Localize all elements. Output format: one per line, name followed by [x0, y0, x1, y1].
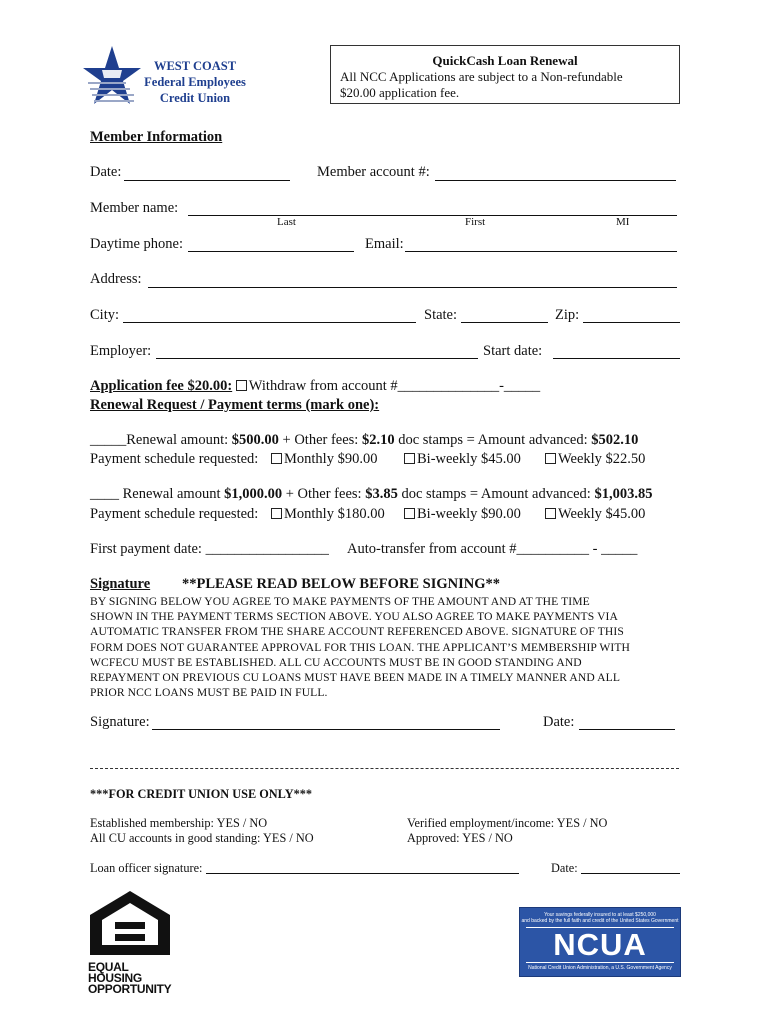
ncua-insurance-badge — [519, 907, 681, 977]
option2-monthly-label: Monthly $180.00 — [284, 506, 385, 522]
zip-field[interactable] — [583, 322, 680, 323]
eho-line-1: EQUAL HOUSING — [88, 960, 142, 985]
agreement-line: REPAYMENT ON PREVIOUS CU LOANS MUST HAVE BEEN MADE IN A TIMELY MANNER AND ALL — [90, 671, 621, 685]
cu-use-heading: ***FOR CREDIT UNION USE ONLY*** — [90, 787, 313, 801]
option1-schedule-label: Payment schedule requested: — [90, 451, 259, 467]
email-field[interactable] — [405, 251, 677, 252]
phone-label: Daytime phone: — [90, 236, 184, 252]
renewal-option-500[interactable] — [90, 432, 638, 449]
date-field[interactable] — [124, 180, 290, 181]
option1-mid2: doc stamps = Amount advanced: — [394, 432, 592, 448]
application-fee-label: Application fee $20.00: — [90, 378, 233, 394]
state-field[interactable] — [461, 322, 548, 323]
withdraw-checkbox[interactable] — [236, 380, 247, 391]
option2-mid2: doc stamps = Amount advanced: — [397, 486, 595, 502]
approved-status: Approved: YES / NO — [407, 831, 513, 845]
logo-line-2: Federal Employees — [144, 75, 246, 89]
loan-officer-label: Loan officer signature: — [90, 861, 203, 875]
address-field[interactable] — [148, 287, 677, 288]
ncua-top-line-1: Your savings federally insured to at least $250,000 — [544, 912, 656, 918]
loan-officer-signature-field[interactable] — [206, 873, 519, 874]
signature-field[interactable] — [152, 729, 500, 730]
city-label: City: — [90, 307, 120, 323]
address-label: Address: — [90, 271, 142, 287]
agreement-line: FORM DOES NOT GUARANTEE APPROVAL FOR THIS LOAN. THE APPLICANT’S MEMBERSHIP WITH — [90, 640, 630, 654]
employer-label: Employer: — [90, 343, 152, 359]
read-before-signing-notice: **PLEASE READ BELOW BEFORE SIGNING** — [182, 576, 500, 592]
renewal-heading: Renewal Request / Payment terms (mark one): — [90, 397, 380, 413]
option1-biweekly[interactable] — [404, 451, 521, 468]
accounts-good-standing: All CU accounts in good standing: YES / NO — [90, 831, 314, 845]
signature-label: Signature: — [90, 714, 150, 730]
agreement-line: SHOWN IN THE PAYMENT TERMS SECTION ABOVE. YOU ALSO AGREE TO MAKE PAYMENTS VIA — [90, 610, 618, 624]
checkbox[interactable] — [271, 453, 282, 464]
signature-heading: Signature — [90, 576, 151, 592]
option1-monthly-label: Monthly $90.00 — [284, 451, 378, 467]
fee-notice-line-2: $20.00 application fee. — [340, 85, 460, 100]
checkbox[interactable] — [545, 453, 556, 464]
checkbox[interactable] — [404, 453, 415, 464]
name-last-caption: Last — [277, 216, 296, 228]
option1-mid: + Other fees: — [278, 432, 362, 448]
option2-weekly[interactable] — [545, 506, 645, 523]
option1-monthly[interactable] — [271, 451, 377, 468]
option2-amount: $1,000.00 — [224, 486, 283, 502]
application-fee-row — [90, 378, 540, 395]
agreement-line: BY SIGNING BELOW YOU AGREE TO MAKE PAYMENTS OF THE AMOUNT AND AT THE TIME — [90, 595, 590, 608]
name-mi-caption: MI — [616, 216, 630, 228]
option2-prefix: ____ Renewal amount — [90, 486, 225, 502]
option1-amount: $500.00 — [231, 432, 279, 448]
cu-date-field[interactable] — [581, 873, 680, 874]
checkbox[interactable] — [271, 508, 282, 519]
member-info-heading: Member Information — [90, 129, 223, 145]
option2-schedule-label: Payment schedule requested: — [90, 506, 259, 522]
signature-date-field[interactable] — [579, 729, 675, 730]
first-payment-date[interactable]: First payment date: _________________ — [90, 541, 329, 557]
withdraw-label: Withdraw from account #______________-_____ — [248, 378, 541, 394]
name-first-caption: First — [465, 216, 486, 228]
checkbox[interactable] — [404, 508, 415, 519]
city-field[interactable] — [123, 322, 416, 323]
date-label: Date: — [90, 164, 122, 180]
option2-mid: + Other fees: — [282, 486, 366, 502]
agreement-line: AUTOMATIC TRANSFER FROM THE SHARE ACCOUNT REFERENCED ABOVE. SIGNATURE OF THIS — [90, 625, 624, 639]
ncua-divider — [526, 962, 674, 963]
option2-monthly[interactable] — [271, 506, 385, 523]
equal-housing-logo — [88, 889, 172, 995]
option2-advanced: $1,003.85 — [594, 486, 653, 502]
auto-transfer-account[interactable]: Auto-transfer from account #__________ - _____ — [347, 541, 638, 557]
fee-notice-box — [330, 45, 680, 104]
option1-biweekly-label: Bi-weekly $45.00 — [417, 451, 521, 467]
start-date-label: Start date: — [483, 343, 543, 359]
ncua-logo-text: NCUA — [553, 927, 647, 962]
account-label: Member account #: — [317, 164, 430, 180]
cut-line-divider — [90, 768, 679, 769]
verified-employment: Verified employment/income: YES / NO — [407, 816, 608, 830]
form-title: QuickCash Loan Renewal — [432, 53, 578, 68]
ncua-top-line-2: and backed by the full faith and credit of the United States Government — [521, 918, 679, 924]
cu-date-label: Date: — [551, 861, 578, 875]
option2-biweekly-label: Bi-weekly $90.00 — [417, 506, 521, 522]
checkbox[interactable] — [545, 508, 556, 519]
logo-line-3: Credit Union — [159, 91, 231, 105]
email-label: Email: — [365, 236, 404, 252]
state-label: State: — [424, 307, 458, 323]
employer-field[interactable] — [156, 358, 478, 359]
ncua-bottom-line: National Credit Union Administration, a U.S. Government Agency — [528, 965, 672, 971]
phone-field[interactable] — [188, 251, 354, 252]
start-date-field[interactable] — [553, 358, 680, 359]
zip-label: Zip: — [555, 307, 580, 323]
star-logo-icon — [82, 44, 142, 110]
option1-prefix: _____Renewal amount: — [90, 432, 232, 448]
agreement-line: PRIOR NCC LOANS MUST BE PAID IN FULL. — [90, 686, 328, 700]
equal-housing-house-icon — [88, 889, 172, 955]
option2-fees: $3.85 — [365, 486, 398, 502]
option1-weekly-label: Weekly $22.50 — [558, 451, 646, 467]
option2-weekly-label: Weekly $45.00 — [558, 506, 646, 522]
signature-date-label: Date: — [543, 714, 575, 730]
fee-notice-line-1: All NCC Applications are subject to a Non-refundable — [340, 69, 623, 84]
option1-fees: $2.10 — [361, 432, 395, 448]
option2-biweekly[interactable] — [404, 506, 521, 523]
eho-line-2: OPPORTUNITY — [88, 982, 172, 996]
established-membership: Established membership: YES / NO — [90, 816, 268, 830]
option1-advanced: $502.10 — [591, 432, 639, 448]
option1-weekly[interactable] — [545, 451, 645, 468]
logo-line-1: WEST COAST — [153, 59, 237, 73]
renewal-option-1000[interactable] — [90, 486, 652, 503]
member-name-label: Member name: — [90, 200, 179, 216]
signature-agreement-text — [90, 594, 630, 700]
agreement-line: WCFECU MUST BE ESTABLISHED. ALL CU ACCOUNTS MUST BE IN GOOD STANDING AND — [90, 655, 582, 669]
member-name-field[interactable] — [188, 215, 677, 216]
account-field[interactable] — [435, 180, 676, 181]
